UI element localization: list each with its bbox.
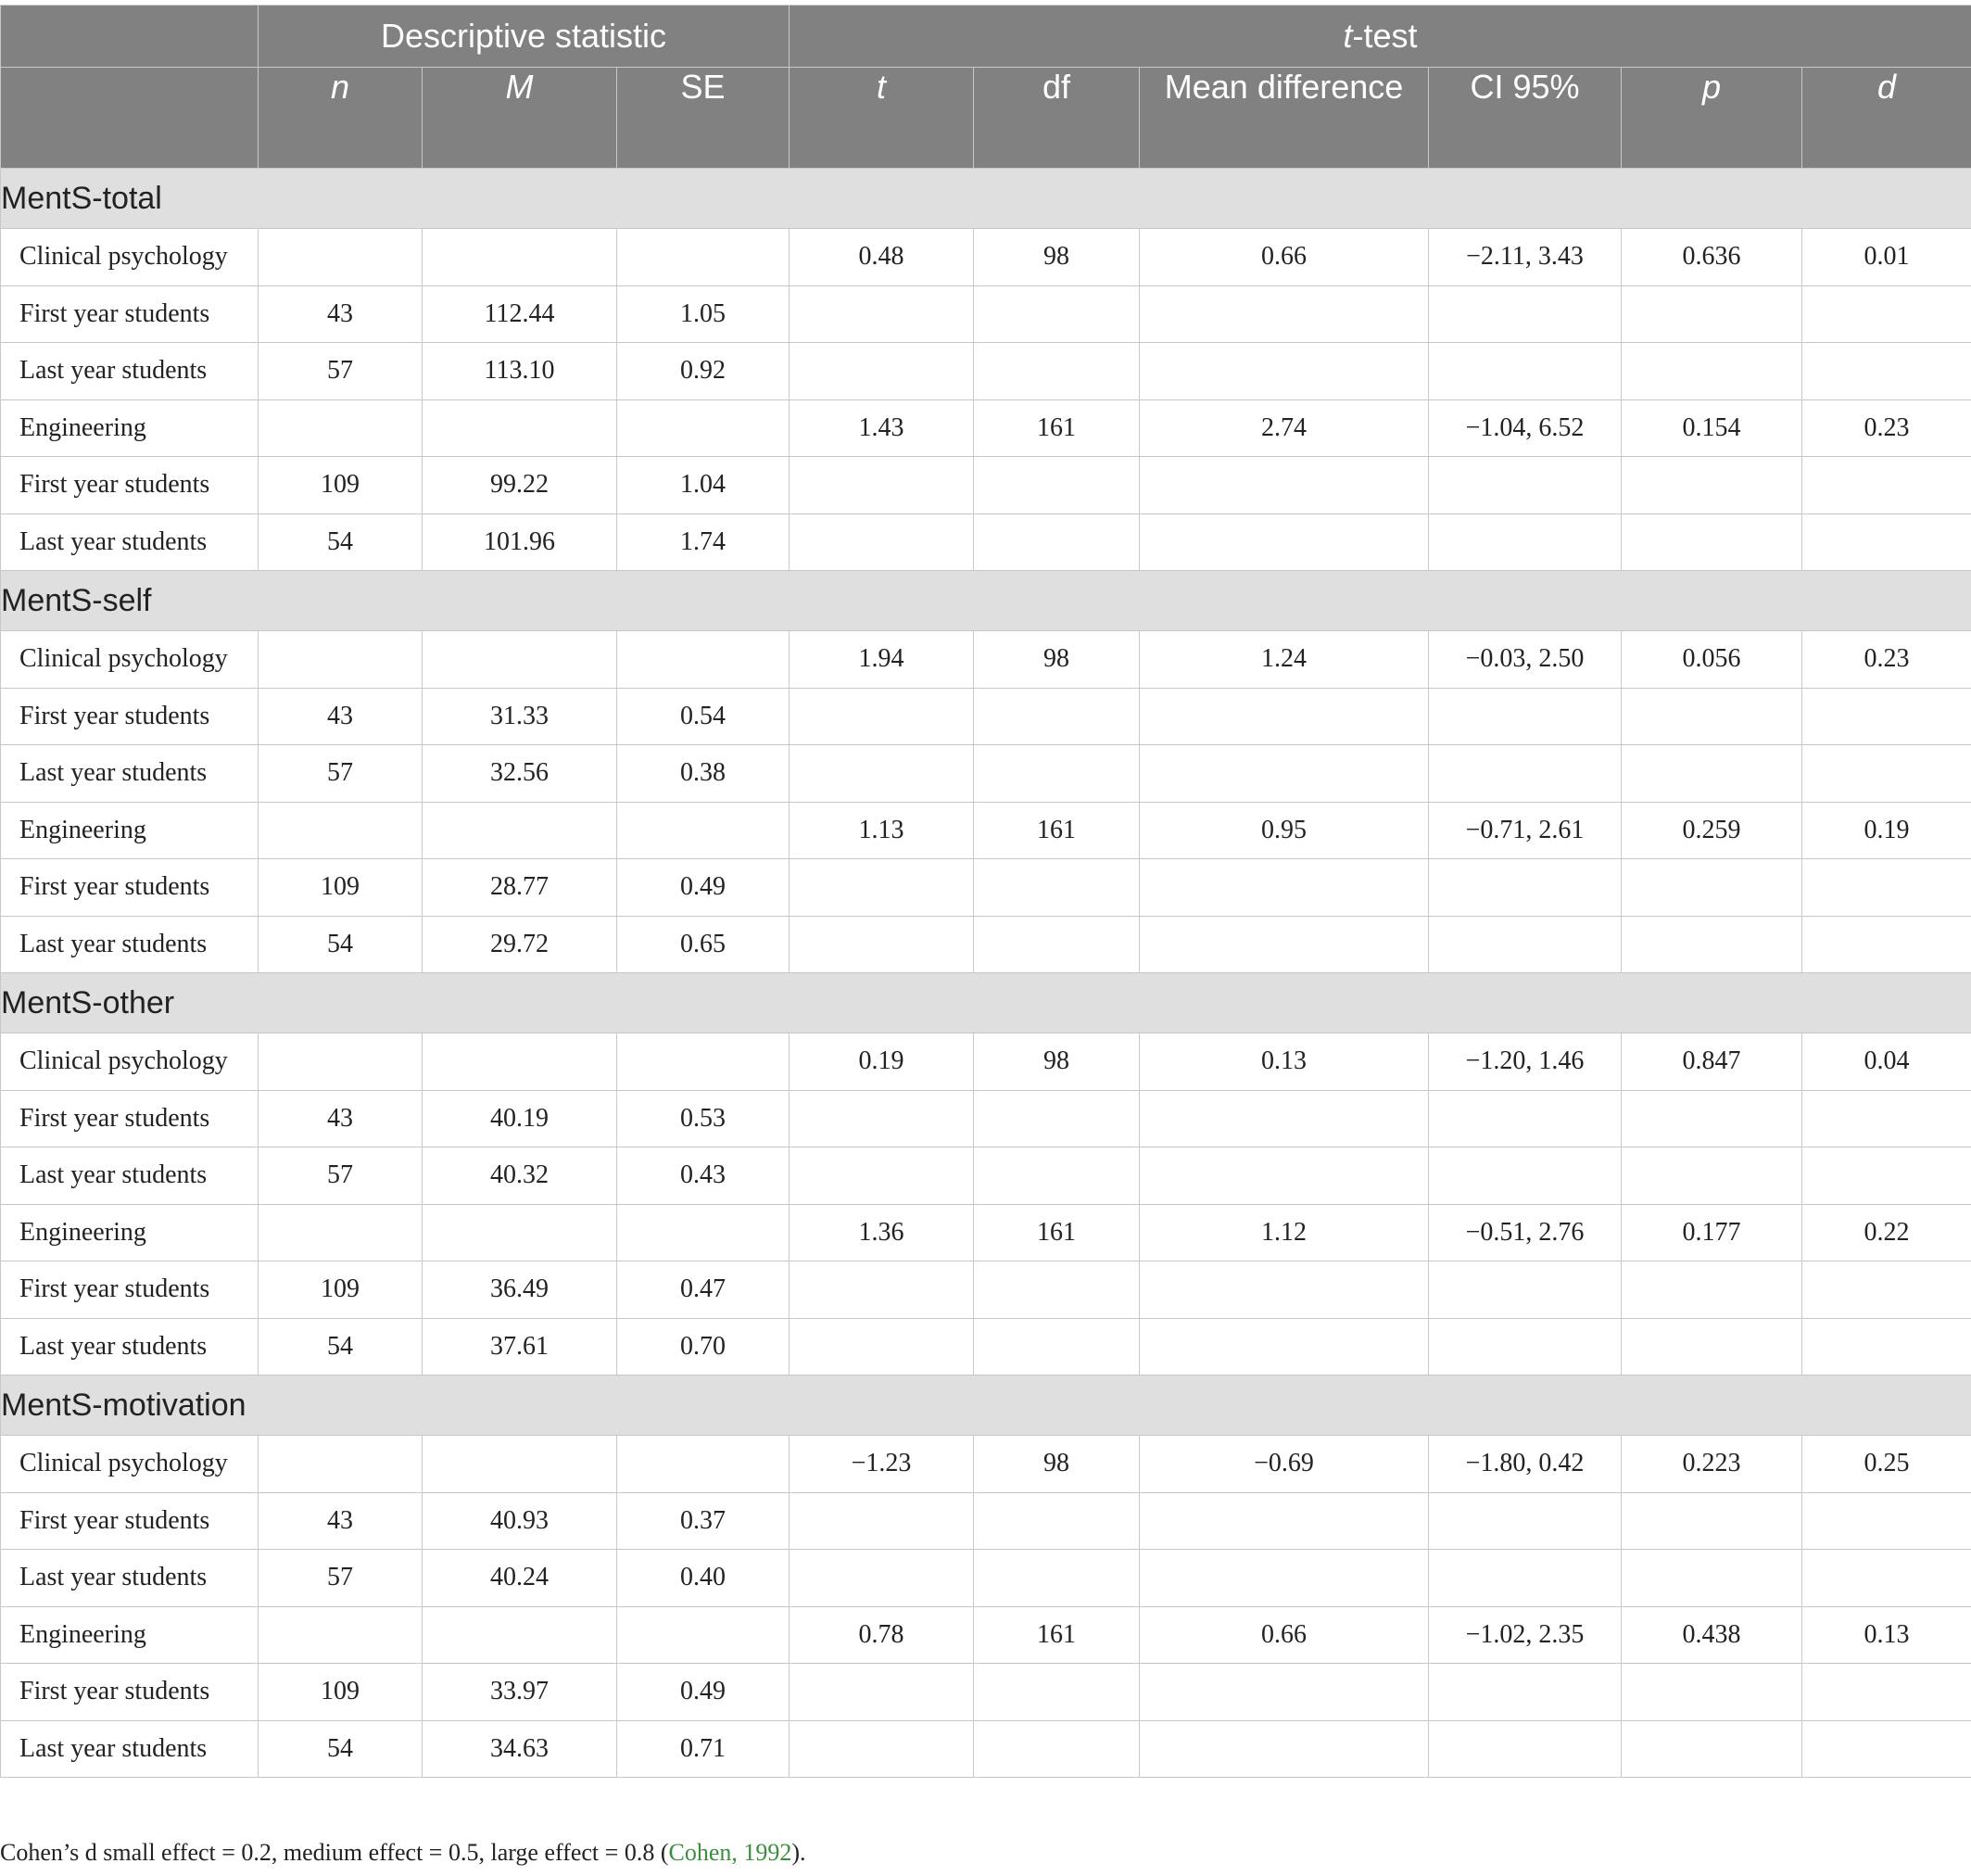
cell-m: 33.97 xyxy=(423,1664,617,1721)
cell-df xyxy=(974,1550,1140,1607)
cell-p: 0.223 xyxy=(1622,1436,1802,1493)
cell-n: 54 xyxy=(259,1318,423,1375)
section-title: MentS-motivation xyxy=(1,1375,1971,1436)
cell-n: 54 xyxy=(259,1720,423,1778)
cell-n: 54 xyxy=(259,513,423,571)
table-row xyxy=(1,513,1971,571)
cell-t: 0.78 xyxy=(790,1606,974,1664)
cell-d xyxy=(1802,688,1971,745)
cell-p xyxy=(1622,916,1802,973)
cell-p xyxy=(1622,1492,1802,1550)
cell-t: 1.13 xyxy=(790,802,974,859)
section-header-row xyxy=(1,571,1971,631)
cell-t xyxy=(790,1720,974,1778)
cell-se: 0.47 xyxy=(617,1261,790,1319)
header-ttest-t: t xyxy=(1343,17,1353,55)
cell-n xyxy=(259,399,423,457)
header-empty-cell xyxy=(1,6,259,68)
cell-md: 1.24 xyxy=(1140,631,1429,689)
cell-t xyxy=(790,1090,974,1147)
row-label: First year students xyxy=(1,285,259,343)
section-title: MentS-total xyxy=(1,169,1971,229)
cell-se: 0.49 xyxy=(617,859,790,917)
header-t: t xyxy=(790,68,974,169)
cell-md xyxy=(1140,343,1429,400)
cell-se: 0.38 xyxy=(617,745,790,803)
cell-md: −0.69 xyxy=(1140,1436,1429,1493)
row-label: First year students xyxy=(1,1090,259,1147)
row-label: Engineering xyxy=(1,399,259,457)
header-n: n xyxy=(259,68,423,169)
cell-se xyxy=(617,1606,790,1664)
table-row xyxy=(1,1492,1971,1550)
cell-md xyxy=(1140,1492,1429,1550)
cell-p xyxy=(1622,1720,1802,1778)
cell-m: 40.19 xyxy=(423,1090,617,1147)
cell-m: 40.32 xyxy=(423,1147,617,1205)
cell-m xyxy=(423,1204,617,1261)
cell-se: 0.65 xyxy=(617,916,790,973)
section-header-row xyxy=(1,1375,1971,1436)
cell-ci xyxy=(1429,1664,1622,1721)
row-label: Last year students xyxy=(1,1147,259,1205)
cell-se: 0.49 xyxy=(617,1664,790,1721)
header-p: p xyxy=(1622,68,1802,169)
cell-m: 101.96 xyxy=(423,513,617,571)
cell-df xyxy=(974,1147,1140,1205)
cell-t xyxy=(790,1664,974,1721)
cell-d: 0.23 xyxy=(1802,399,1971,457)
table-row xyxy=(1,916,1971,973)
cell-d: 0.25 xyxy=(1802,1436,1971,1493)
row-label: Engineering xyxy=(1,802,259,859)
cell-p: 0.847 xyxy=(1622,1033,1802,1091)
table-row xyxy=(1,343,1971,400)
cell-t xyxy=(790,1318,974,1375)
cell-df: 161 xyxy=(974,1204,1140,1261)
cell-se xyxy=(617,229,790,286)
cell-df xyxy=(974,1492,1140,1550)
cell-t xyxy=(790,859,974,917)
section-header-row xyxy=(1,973,1971,1033)
cell-n: 43 xyxy=(259,1492,423,1550)
cell-md xyxy=(1140,859,1429,917)
cell-md: 1.12 xyxy=(1140,1204,1429,1261)
cell-se: 0.70 xyxy=(617,1318,790,1375)
cell-m: 28.77 xyxy=(423,859,617,917)
cell-m xyxy=(423,1033,617,1091)
row-label: Clinical psychology xyxy=(1,1436,259,1493)
cell-d xyxy=(1802,513,1971,571)
cell-md xyxy=(1140,1318,1429,1375)
cell-t xyxy=(790,1492,974,1550)
cell-d: 0.13 xyxy=(1802,1606,1971,1664)
cell-m xyxy=(423,802,617,859)
table-row xyxy=(1,1033,1971,1091)
cell-df: 161 xyxy=(974,1606,1140,1664)
cell-d xyxy=(1802,859,1971,917)
table-row xyxy=(1,631,1971,689)
cell-se: 0.53 xyxy=(617,1090,790,1147)
cell-p xyxy=(1622,1261,1802,1319)
cell-t xyxy=(790,745,974,803)
table-row xyxy=(1,229,1971,286)
cell-p: 0.259 xyxy=(1622,802,1802,859)
cell-m xyxy=(423,1436,617,1493)
cell-md: 2.74 xyxy=(1140,399,1429,457)
header-se: SE xyxy=(617,68,790,169)
row-label: First year students xyxy=(1,1492,259,1550)
table-row xyxy=(1,1261,1971,1319)
cell-t xyxy=(790,343,974,400)
row-label: Last year students xyxy=(1,745,259,803)
cell-ci xyxy=(1429,1492,1622,1550)
cell-df: 98 xyxy=(974,631,1140,689)
cell-n: 109 xyxy=(259,457,423,514)
cell-d: 0.22 xyxy=(1802,1204,1971,1261)
cell-md: 0.95 xyxy=(1140,802,1429,859)
row-label: Last year students xyxy=(1,343,259,400)
cell-ci xyxy=(1429,1720,1622,1778)
row-label: Last year students xyxy=(1,916,259,973)
cell-d: 0.19 xyxy=(1802,802,1971,859)
table-row xyxy=(1,859,1971,917)
cell-df: 161 xyxy=(974,802,1140,859)
cell-n: 57 xyxy=(259,1147,423,1205)
cell-p: 0.154 xyxy=(1622,399,1802,457)
cell-t xyxy=(790,1550,974,1607)
cell-d xyxy=(1802,1090,1971,1147)
cell-p xyxy=(1622,1318,1802,1375)
cell-ci xyxy=(1429,1550,1622,1607)
header-ci: CI 95% xyxy=(1429,68,1622,169)
cell-md: 0.66 xyxy=(1140,1606,1429,1664)
cell-n: 109 xyxy=(259,1664,423,1721)
cell-ci: −0.03, 2.50 xyxy=(1429,631,1622,689)
row-label: Engineering xyxy=(1,1606,259,1664)
cell-ci: −1.04, 6.52 xyxy=(1429,399,1622,457)
cell-df xyxy=(974,1090,1140,1147)
cell-ci: −1.02, 2.35 xyxy=(1429,1606,1622,1664)
table-row xyxy=(1,1204,1971,1261)
cell-n xyxy=(259,802,423,859)
cell-d xyxy=(1802,343,1971,400)
row-label: Last year students xyxy=(1,1720,259,1778)
cell-md xyxy=(1140,1664,1429,1721)
table-row xyxy=(1,1436,1971,1493)
cell-md xyxy=(1140,1261,1429,1319)
cell-md xyxy=(1140,1147,1429,1205)
cell-d xyxy=(1802,457,1971,514)
cell-d: 0.04 xyxy=(1802,1033,1971,1091)
cell-m: 37.61 xyxy=(423,1318,617,1375)
table-row xyxy=(1,1606,1971,1664)
cell-t: −1.23 xyxy=(790,1436,974,1493)
cell-se xyxy=(617,1033,790,1091)
cell-m: 29.72 xyxy=(423,916,617,973)
cell-t xyxy=(790,1147,974,1205)
header-empty-cell xyxy=(1,68,259,169)
table-row xyxy=(1,285,1971,343)
cell-se xyxy=(617,1204,790,1261)
cell-ci xyxy=(1429,1147,1622,1205)
row-label: First year students xyxy=(1,688,259,745)
cell-n: 57 xyxy=(259,745,423,803)
cell-ci: −0.71, 2.61 xyxy=(1429,802,1622,859)
cell-d xyxy=(1802,1261,1971,1319)
cell-se: 0.40 xyxy=(617,1550,790,1607)
cell-se: 0.71 xyxy=(617,1720,790,1778)
cell-df: 98 xyxy=(974,1033,1140,1091)
row-label: First year students xyxy=(1,1664,259,1721)
cell-se xyxy=(617,399,790,457)
cell-se: 1.74 xyxy=(617,513,790,571)
cell-p xyxy=(1622,457,1802,514)
cell-d xyxy=(1802,1550,1971,1607)
row-label: First year students xyxy=(1,457,259,514)
cell-p xyxy=(1622,1147,1802,1205)
cell-t xyxy=(790,916,974,973)
cell-md xyxy=(1140,688,1429,745)
cell-df xyxy=(974,343,1140,400)
cell-se xyxy=(617,1436,790,1493)
header-mean-difference: Mean difference xyxy=(1140,68,1429,169)
row-label: Clinical psychology xyxy=(1,631,259,689)
cell-t xyxy=(790,457,974,514)
cell-ci xyxy=(1429,688,1622,745)
cell-t xyxy=(790,1261,974,1319)
cell-d: 0.01 xyxy=(1802,229,1971,286)
cell-p: 0.056 xyxy=(1622,631,1802,689)
cell-df xyxy=(974,1720,1140,1778)
cell-n: 109 xyxy=(259,859,423,917)
cell-m xyxy=(423,631,617,689)
cell-n: 57 xyxy=(259,1550,423,1607)
cell-ci xyxy=(1429,343,1622,400)
header-d: d xyxy=(1802,68,1971,169)
cell-ci xyxy=(1429,513,1622,571)
cell-md xyxy=(1140,457,1429,514)
cell-t: 1.94 xyxy=(790,631,974,689)
cell-p xyxy=(1622,688,1802,745)
cell-p xyxy=(1622,1550,1802,1607)
cell-n xyxy=(259,1436,423,1493)
cell-ci xyxy=(1429,1261,1622,1319)
cell-d: 0.23 xyxy=(1802,631,1971,689)
cell-df xyxy=(974,859,1140,917)
cell-ci xyxy=(1429,457,1622,514)
cell-df xyxy=(974,688,1140,745)
cell-m: 112.44 xyxy=(423,285,617,343)
cell-ci: −1.20, 1.46 xyxy=(1429,1033,1622,1091)
cell-d xyxy=(1802,1664,1971,1721)
cell-d xyxy=(1802,745,1971,803)
row-label: Last year students xyxy=(1,1318,259,1375)
cell-se: 0.43 xyxy=(617,1147,790,1205)
cell-df xyxy=(974,745,1140,803)
cell-md xyxy=(1140,1090,1429,1147)
table-row xyxy=(1,802,1971,859)
table-row xyxy=(1,1664,1971,1721)
cell-t: 1.36 xyxy=(790,1204,974,1261)
cell-d xyxy=(1802,916,1971,973)
cell-md xyxy=(1140,513,1429,571)
cell-m: 99.22 xyxy=(423,457,617,514)
cell-se xyxy=(617,802,790,859)
cell-n: 57 xyxy=(259,343,423,400)
table-row xyxy=(1,1090,1971,1147)
header-ttest-group xyxy=(790,6,1971,68)
cell-ci xyxy=(1429,916,1622,973)
cell-m: 40.93 xyxy=(423,1492,617,1550)
row-label: First year students xyxy=(1,1261,259,1319)
cell-ci: −1.80, 0.42 xyxy=(1429,1436,1622,1493)
cell-md xyxy=(1140,916,1429,973)
cell-df: 98 xyxy=(974,229,1140,286)
cell-m xyxy=(423,1606,617,1664)
header-descriptive-group: Descriptive statistic xyxy=(259,6,790,68)
cell-m: 31.33 xyxy=(423,688,617,745)
cell-se: 0.37 xyxy=(617,1492,790,1550)
cell-p xyxy=(1622,745,1802,803)
cell-m: 113.10 xyxy=(423,343,617,400)
cell-p xyxy=(1622,859,1802,917)
cell-ci xyxy=(1429,285,1622,343)
cell-d xyxy=(1802,1492,1971,1550)
cell-df xyxy=(974,457,1140,514)
cell-t xyxy=(790,285,974,343)
cell-se: 1.04 xyxy=(617,457,790,514)
table-row xyxy=(1,745,1971,803)
header-group-row xyxy=(1,6,1971,68)
cell-df xyxy=(974,1261,1140,1319)
cell-se xyxy=(617,631,790,689)
table-row xyxy=(1,1720,1971,1778)
cell-p xyxy=(1622,1664,1802,1721)
cell-d xyxy=(1802,285,1971,343)
cell-d xyxy=(1802,1720,1971,1778)
results-table xyxy=(0,5,1971,1778)
cell-n: 43 xyxy=(259,285,423,343)
cell-df xyxy=(974,285,1140,343)
table-row xyxy=(1,1318,1971,1375)
cell-df: 98 xyxy=(974,1436,1140,1493)
row-label: Engineering xyxy=(1,1204,259,1261)
row-label: Last year students xyxy=(1,1550,259,1607)
header-column-row xyxy=(1,68,1971,169)
cell-se: 1.05 xyxy=(617,285,790,343)
cell-se: 0.54 xyxy=(617,688,790,745)
cell-ci: −2.11, 3.43 xyxy=(1429,229,1622,286)
table-row xyxy=(1,1550,1971,1607)
cell-t: 0.19 xyxy=(790,1033,974,1091)
cell-se: 0.92 xyxy=(617,343,790,400)
section-title: MentS-other xyxy=(1,973,1971,1033)
cell-md xyxy=(1140,1550,1429,1607)
cell-p xyxy=(1622,513,1802,571)
cell-md: 0.13 xyxy=(1140,1033,1429,1091)
cell-p xyxy=(1622,343,1802,400)
row-label: Last year students xyxy=(1,513,259,571)
cell-p: 0.636 xyxy=(1622,229,1802,286)
cell-df xyxy=(974,916,1140,973)
header-df: df xyxy=(974,68,1140,169)
cell-m: 34.63 xyxy=(423,1720,617,1778)
footnote-text: Cohen’s d small effect = 0.2, medium effect = 0.5, large effect = 0.8 ( xyxy=(0,1839,669,1866)
cell-m xyxy=(423,229,617,286)
table-row xyxy=(1,457,1971,514)
cell-n xyxy=(259,1204,423,1261)
footnote xyxy=(0,1839,806,1867)
row-label: Clinical psychology xyxy=(1,229,259,286)
cell-d xyxy=(1802,1318,1971,1375)
cell-md: 0.66 xyxy=(1140,229,1429,286)
cell-ci xyxy=(1429,745,1622,803)
cell-n: 43 xyxy=(259,1090,423,1147)
table-body xyxy=(1,169,1971,1778)
header-ttest-suffix: -test xyxy=(1352,17,1418,55)
cell-t: 1.43 xyxy=(790,399,974,457)
footnote-citation-link[interactable]: Cohen, 1992 xyxy=(668,1839,792,1866)
cell-ci: −0.51, 2.76 xyxy=(1429,1204,1622,1261)
row-label: Clinical psychology xyxy=(1,1033,259,1091)
cell-df xyxy=(974,1664,1140,1721)
cell-n: 54 xyxy=(259,916,423,973)
cell-n xyxy=(259,1606,423,1664)
header-m: M xyxy=(423,68,617,169)
cell-md xyxy=(1140,1720,1429,1778)
cell-t xyxy=(790,513,974,571)
footnote-text-end: ). xyxy=(791,1839,806,1866)
cell-p xyxy=(1622,1090,1802,1147)
cell-p xyxy=(1622,285,1802,343)
cell-t: 0.48 xyxy=(790,229,974,286)
cell-md xyxy=(1140,745,1429,803)
cell-n xyxy=(259,1033,423,1091)
table-row xyxy=(1,688,1971,745)
section-title: MentS-self xyxy=(1,571,1971,631)
row-label: First year students xyxy=(1,859,259,917)
cell-p: 0.177 xyxy=(1622,1204,1802,1261)
cell-df xyxy=(974,1318,1140,1375)
cell-n xyxy=(259,631,423,689)
cell-m: 36.49 xyxy=(423,1261,617,1319)
cell-ci xyxy=(1429,1318,1622,1375)
cell-t xyxy=(790,688,974,745)
cell-ci xyxy=(1429,1090,1622,1147)
table-row xyxy=(1,399,1971,457)
cell-df: 161 xyxy=(974,399,1140,457)
cell-m: 40.24 xyxy=(423,1550,617,1607)
cell-p: 0.438 xyxy=(1622,1606,1802,1664)
cell-ci xyxy=(1429,859,1622,917)
section-header-row xyxy=(1,169,1971,229)
cell-n: 43 xyxy=(259,688,423,745)
cell-n xyxy=(259,229,423,286)
cell-n: 109 xyxy=(259,1261,423,1319)
cell-m: 32.56 xyxy=(423,745,617,803)
cell-m xyxy=(423,399,617,457)
cell-df xyxy=(974,513,1140,571)
table-row xyxy=(1,1147,1971,1205)
cell-md xyxy=(1140,285,1429,343)
cell-d xyxy=(1802,1147,1971,1205)
